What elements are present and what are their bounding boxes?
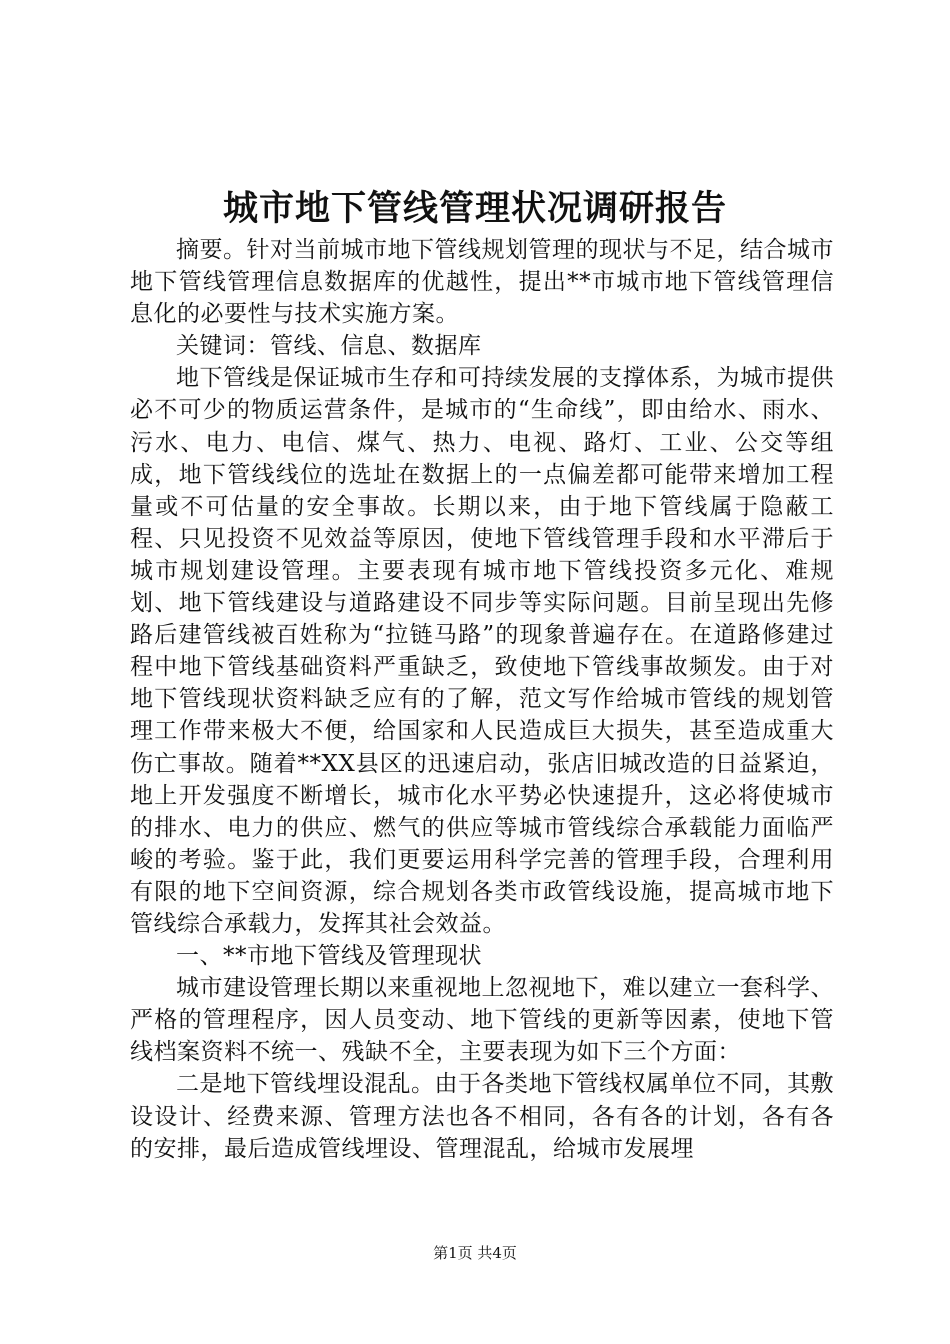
body-paragraph: 二是地下管线埋设混乱。由于各类地下管线权属单位不同，其敷设设计、经费来源、管理方法也各不相同，各有各的计划，各有各的安排，最后造成管线埋设、管理混乱，给城市发展埋 [130, 1071, 834, 1162]
document-title: 城市地下管线管理状况调研报告 [222, 188, 727, 229]
page-footer: 第1页 共4页 [433, 1244, 517, 1262]
body-paragraph: 城市建设管理长期以来重视地上忽视地下，难以建立一套科学、严格的管理程序，因人员变动、地下管线的更新等因素，使地下管线档案资料不统一、残缺不全，主要表现为如下三个方面： [130, 975, 834, 1066]
document-body [130, 234, 834, 1165]
abstract-paragraph: 摘要。针对当前城市地下管线规划管理的现状与不足，结合城市地下管线管理信息数据库的优越性，提出**市城市地下管线管理信息化的必要性与技术实施方案。 [130, 237, 834, 328]
keywords-paragraph: 关键词：管线、信息、数据库 [176, 333, 482, 360]
section-heading: 一、**市地下管线及管理现状 [176, 943, 482, 970]
body-paragraph: 地下管线是保证城市生存和可持续发展的支撑体系，为城市提供必不可少的物质运营条件，是城市的“生命线”，即由给水、雨水、污水、电力、电信、煤气、热力、电视、路灯、工业、公交等组成，地下管线线位的选址在数据上的一点偏差都可能带来增加工程量或不可估量的安全事故。长期以来，由于地下管线属于隐蔽工程、只见投资不见效益等原因，使地下管线管理手段和水平滞后于城市规划建设管理。主要表现有城市地下管线投资多元化、难规划、地下管线建设与道路建设不同步等实际问题。目前呈现出先修路后建管线被百姓称为“拉链马路”的现象普遍存在。在道路修建过程中地下管线基础资料严重缺乏，致使地下管线事故频发。由于对地下管线现状资料缺乏应有的了解，范文写作给城市管线的规划管理工作带来极大不便，给国家和人民造成巨大损失，甚至造成重大伤亡事故。随着**XX县区的迅速启动，张店旧城改造的日益紧迫，地上开发强度不断增长，城市化水平势必快速提升，这必将使城市的排水、电力的供应、燃气的供应等城市管线综合承载能力面临严峻的考验。鉴于此，我们更要运用科学完善的管理手段，合理利用有限的地下空间资源，综合规划各类市政管线设施，提高城市地下管线综合承载力，发挥其社会效益。 [130, 365, 834, 937]
